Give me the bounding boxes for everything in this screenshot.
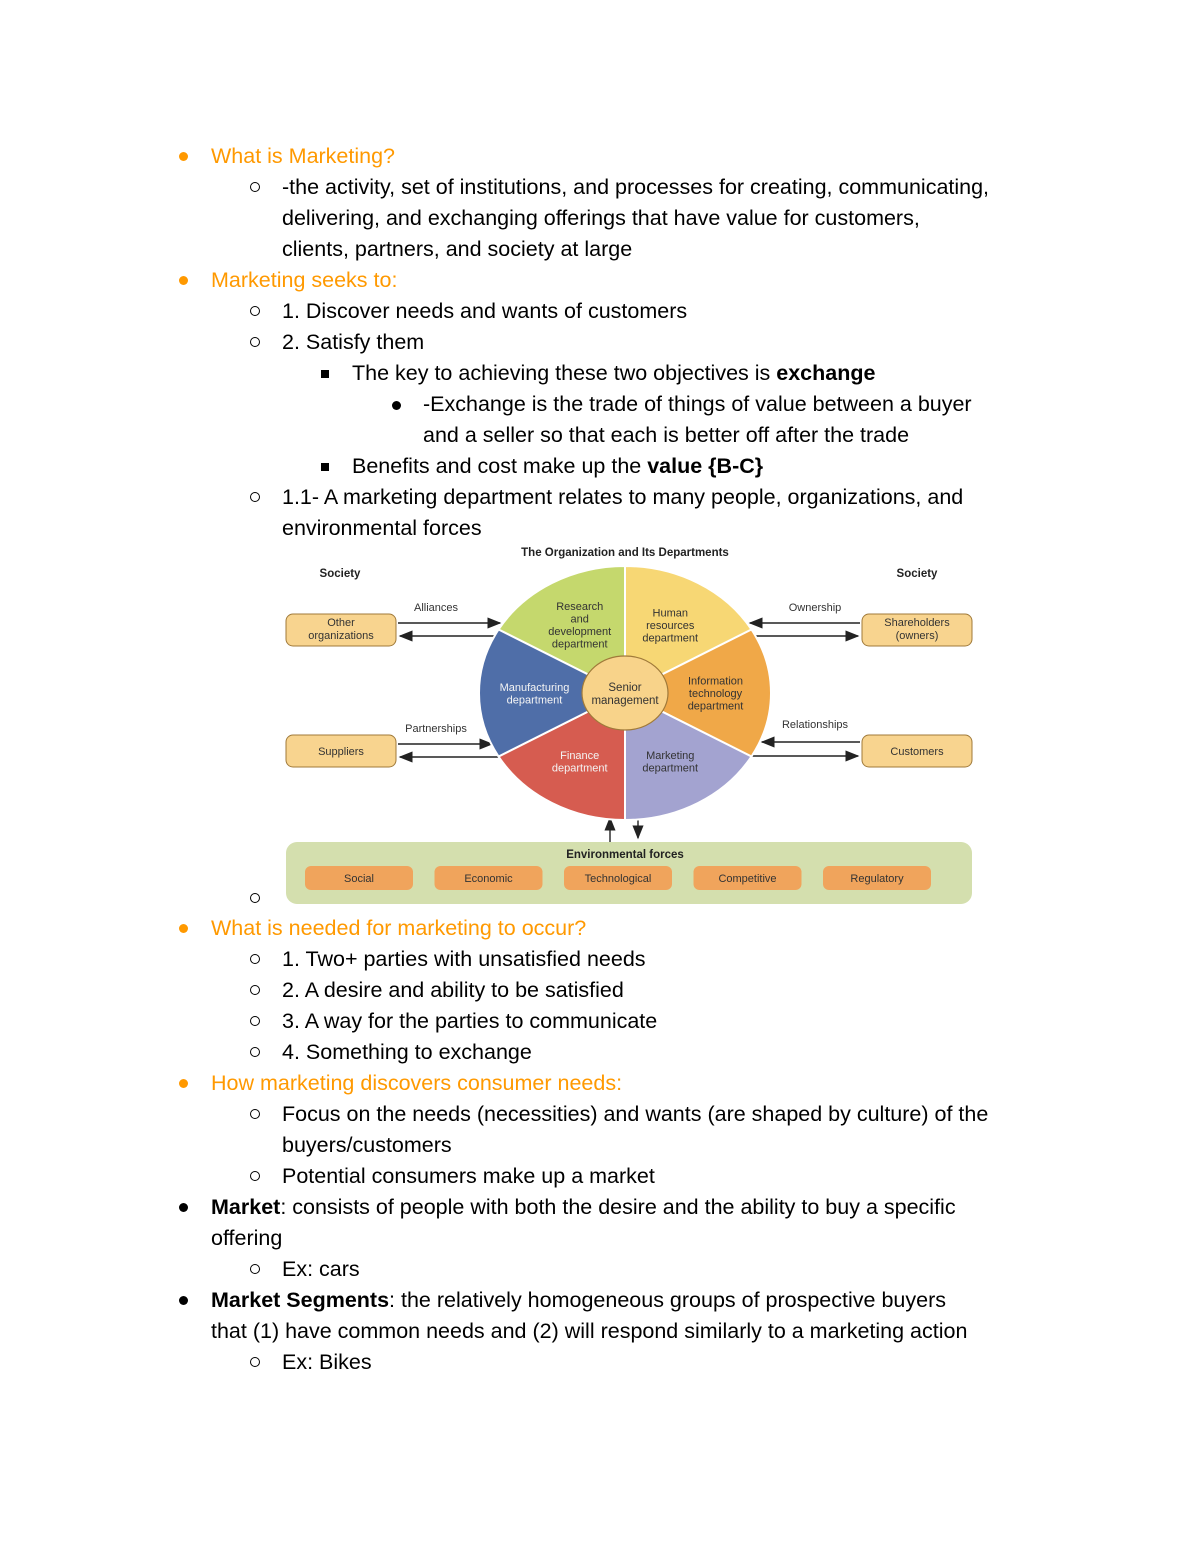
definition-line-1: -the activity, set of institutions, and processes for creating, communicating,	[282, 175, 990, 199]
segments-def-line-1	[211, 1285, 946, 1316]
seek-item-2: 2. Satisfy them	[282, 330, 425, 354]
segment-label-mfg: department	[506, 694, 563, 707]
segment-label-mkt: department	[642, 762, 699, 775]
society-left-label: Society	[319, 568, 361, 580]
benefit-bold-term: value {B-C}	[647, 454, 764, 478]
department-wheel	[479, 566, 771, 820]
segment-label-it: department	[687, 700, 744, 713]
bullet-dot-icon	[179, 152, 188, 161]
segment-label-mkt: Marketing	[646, 749, 695, 762]
senior-management-label: management	[591, 695, 659, 707]
segment-label-fin: department	[551, 762, 608, 775]
segment-label-hr: Human	[652, 607, 688, 620]
bullet-circle-icon	[250, 492, 260, 502]
partnerships-label: Partnerships	[405, 723, 467, 735]
bullet-circle-icon	[250, 893, 260, 903]
senior-management-label: Senior	[608, 682, 642, 694]
market-def-text: : consists of people with both the desire and the ability to buy a specific	[280, 1195, 956, 1219]
customers-box	[862, 735, 972, 767]
organization-diagram	[280, 540, 980, 910]
segments-term: Market Segments	[211, 1288, 390, 1312]
definition-line-2: delivering, and exchanging offerings that have value for customers,	[282, 206, 920, 230]
bullet-circle-icon	[250, 1016, 260, 1026]
force-label-competitive: Competitive	[718, 873, 777, 885]
bullet-circle-icon	[250, 306, 260, 316]
benefit-text: Benefits and cost make up the	[352, 454, 648, 478]
force-label-social: Social	[344, 873, 374, 885]
shareholders-box	[862, 614, 972, 646]
seek-item-1: 1. Discover needs and wants of customers	[282, 299, 688, 323]
bullet-circle-icon	[250, 1357, 260, 1367]
shareholders-line-2: (owners)	[895, 630, 939, 642]
focus-line-1: Focus on the needs (necessities) and wants (are shaped by culture) of the	[282, 1102, 989, 1126]
definition-line-3: clients, partners, and society at large	[282, 237, 633, 261]
segment-label-rd: development	[548, 626, 612, 639]
needed-item-2: 2. A desire and ability to be satisfied	[282, 978, 624, 1002]
force-label-economic: Economic	[464, 873, 513, 885]
example-bikes: Ex: Bikes	[282, 1350, 372, 1374]
segment-label-it: technology	[688, 688, 743, 700]
relationships-label: Relationships	[781, 719, 849, 731]
segment-label-rd: Research	[556, 601, 604, 614]
customers-label: Customers	[890, 746, 944, 758]
other-organizations-box	[286, 614, 396, 646]
bullet-dot-icon	[179, 924, 188, 933]
bullet-dot-icon	[179, 1296, 188, 1305]
force-label-technological: Technological	[584, 873, 652, 885]
force-label-regulatory: Regulatory	[850, 873, 904, 885]
bullet-dot-icon	[392, 401, 401, 410]
bullet-circle-icon	[250, 1047, 260, 1057]
needed-item-1: 1. Two+ parties with unsatisfied needs	[282, 947, 646, 971]
ownership-label: Ownership	[788, 602, 842, 614]
segments-def-line-2: that (1) have common needs and (2) will respond similarly to a marketing action	[211, 1319, 968, 1343]
segments-def-text: : the relatively homogeneous groups of prospective buyers	[389, 1288, 946, 1312]
market-def-line-2: offering	[211, 1226, 283, 1250]
env-forces-title: Environmental forces	[566, 849, 684, 861]
market-term: Market	[211, 1195, 281, 1219]
alliances-label: Alliances	[413, 602, 459, 614]
bullet-circle-icon	[250, 1264, 260, 1274]
bullet-dot-icon	[179, 1203, 188, 1212]
bullet-circle-icon	[250, 1171, 260, 1181]
segment-label-hr: resources	[646, 619, 695, 632]
bullet-square-icon	[321, 463, 329, 471]
heading-what-is-needed: What is needed for marketing to occur?	[211, 916, 587, 940]
needed-item-4: 4. Something to exchange	[282, 1040, 532, 1064]
bullet-circle-icon	[250, 1109, 260, 1119]
environmental-forces-panel	[286, 842, 972, 904]
bullet-circle-icon	[250, 985, 260, 995]
exchange-line-2: and a seller so that each is better off after the trade	[423, 423, 910, 447]
other-orgs-line-2: organizations	[308, 630, 374, 642]
society-right-label: Society	[896, 568, 938, 580]
bullet-square-icon	[321, 370, 329, 378]
heading-discovers-needs: How marketing discovers consumer needs:	[211, 1071, 623, 1095]
segment-label-rd: department	[551, 638, 608, 651]
bullet-dot-icon	[179, 1079, 188, 1088]
suppliers-box	[286, 735, 396, 767]
other-orgs-line-1: Other	[327, 617, 355, 629]
segment-label-it: Information	[688, 675, 744, 688]
bullet-dot-icon	[179, 276, 188, 285]
key-objective-line	[352, 358, 875, 389]
heading-marketing-seeks: Marketing seeks to:	[211, 268, 398, 292]
key-text: The key to achieving these two objectives is	[352, 361, 777, 385]
heading-what-is-marketing: What is Marketing?	[211, 144, 396, 168]
dept-line-2: environmental forces	[282, 516, 482, 540]
bullet-circle-icon	[250, 337, 260, 347]
bullet-circle-icon	[250, 182, 260, 192]
example-cars: Ex: cars	[282, 1257, 360, 1281]
exchange-line-1: -Exchange is the trade of things of value between a buyer	[423, 392, 972, 416]
bullet-circle-icon	[250, 954, 260, 964]
focus-line-2: buyers/customers	[282, 1133, 452, 1157]
segment-label-fin: Finance	[560, 749, 600, 762]
benefit-line	[352, 451, 763, 482]
diagram-title: The Organization and Its Departments	[521, 547, 729, 559]
segment-label-mfg: Manufacturing	[499, 681, 570, 694]
shareholders-line-1: Shareholders	[884, 617, 950, 629]
suppliers-label: Suppliers	[318, 746, 364, 758]
key-bold-term: exchange	[776, 361, 876, 385]
dept-line-1: 1.1- A marketing department relates to many people, organizations, and	[282, 485, 964, 509]
needed-item-3: 3. A way for the parties to communicate	[282, 1009, 658, 1033]
potential-consumers-line: Potential consumers make up a market	[282, 1164, 655, 1188]
market-def-line-1	[211, 1192, 956, 1223]
segment-label-rd: and	[570, 613, 589, 626]
segment-label-hr: department	[642, 632, 699, 645]
